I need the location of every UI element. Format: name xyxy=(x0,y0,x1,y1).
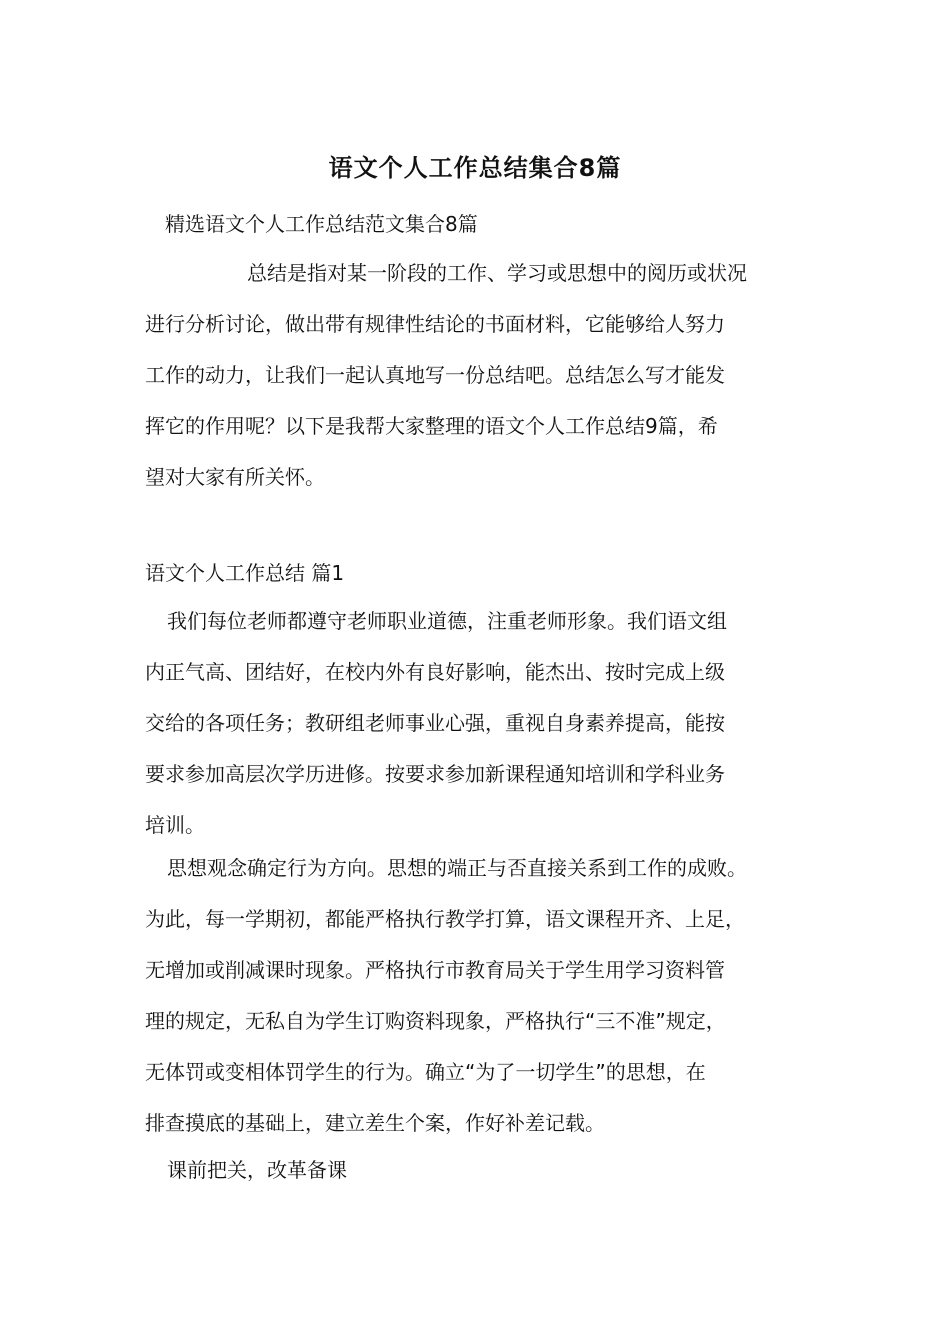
paragraph-line: 理的规定，无私自为学生订购资料现象，严格执行“三不准”规定， xyxy=(145,1009,726,1033)
paragraph-3 xyxy=(145,1145,815,1196)
paragraph-line: 课前把关，改革备课 xyxy=(167,1158,347,1182)
intro-line: 望对大家有所关怀。 xyxy=(145,465,325,489)
paragraph-2 xyxy=(145,843,815,1149)
paragraph-line: 排查摸底的基础上，建立差生个案，作好补差记载。 xyxy=(145,1111,605,1135)
subtitle: 精选语文个人工作总结范文集合8篇 xyxy=(165,212,478,236)
paragraph-line: 无增加或削减课时现象。严格执行市教育局关于学生用学习资料管 xyxy=(145,958,725,982)
paragraph-line: 我们每位老师都遵守老师职业道德，注重老师形象。我们语文组 xyxy=(167,609,727,633)
paragraph-line: 内正气高、团结好，在校内外有良好影响，能杰出、按时完成上级 xyxy=(145,660,725,684)
paragraph-line: 交给的各项任务；教研组老师事业心强，重视自身素养提高，能按 xyxy=(145,711,725,735)
paragraph-1 xyxy=(145,596,815,851)
paragraph-line: 要求参加高层次学历进修。按要求参加新课程通知培训和学科业务 xyxy=(145,762,725,786)
intro-paragraph xyxy=(145,248,815,503)
intro-line: 工作的动力，让我们一起认真地写一份总结吧。总结怎么写才能发 xyxy=(145,363,725,387)
intro-line: 总结是指对某一阶段的工作、学习或思想中的阅历或状况 xyxy=(247,261,747,285)
paragraph-line: 无体罚或变相体罚学生的行为。确立“为了一切学生”的思想，在 xyxy=(145,1060,706,1084)
page-title: 语文个人工作总结集合8篇 xyxy=(328,154,622,182)
intro-line: 进行分析讨论，做出带有规律性结论的书面材料，它能够给人努力 xyxy=(145,312,725,336)
paragraph-line: 为此，每一学期初，都能严格执行教学打算，语文课程开齐、上足， xyxy=(145,907,745,931)
paragraph-line: 培训。 xyxy=(145,813,205,837)
section-heading: 语文个人工作总结 篇1 xyxy=(145,561,345,585)
paragraph-line: 思想观念确定行为方向。思想的端正与否直接关系到工作的成败。 xyxy=(167,856,747,880)
intro-line: 挥它的作用呢？以下是我帮大家整理的语文个人工作总结9篇，希 xyxy=(145,414,718,438)
